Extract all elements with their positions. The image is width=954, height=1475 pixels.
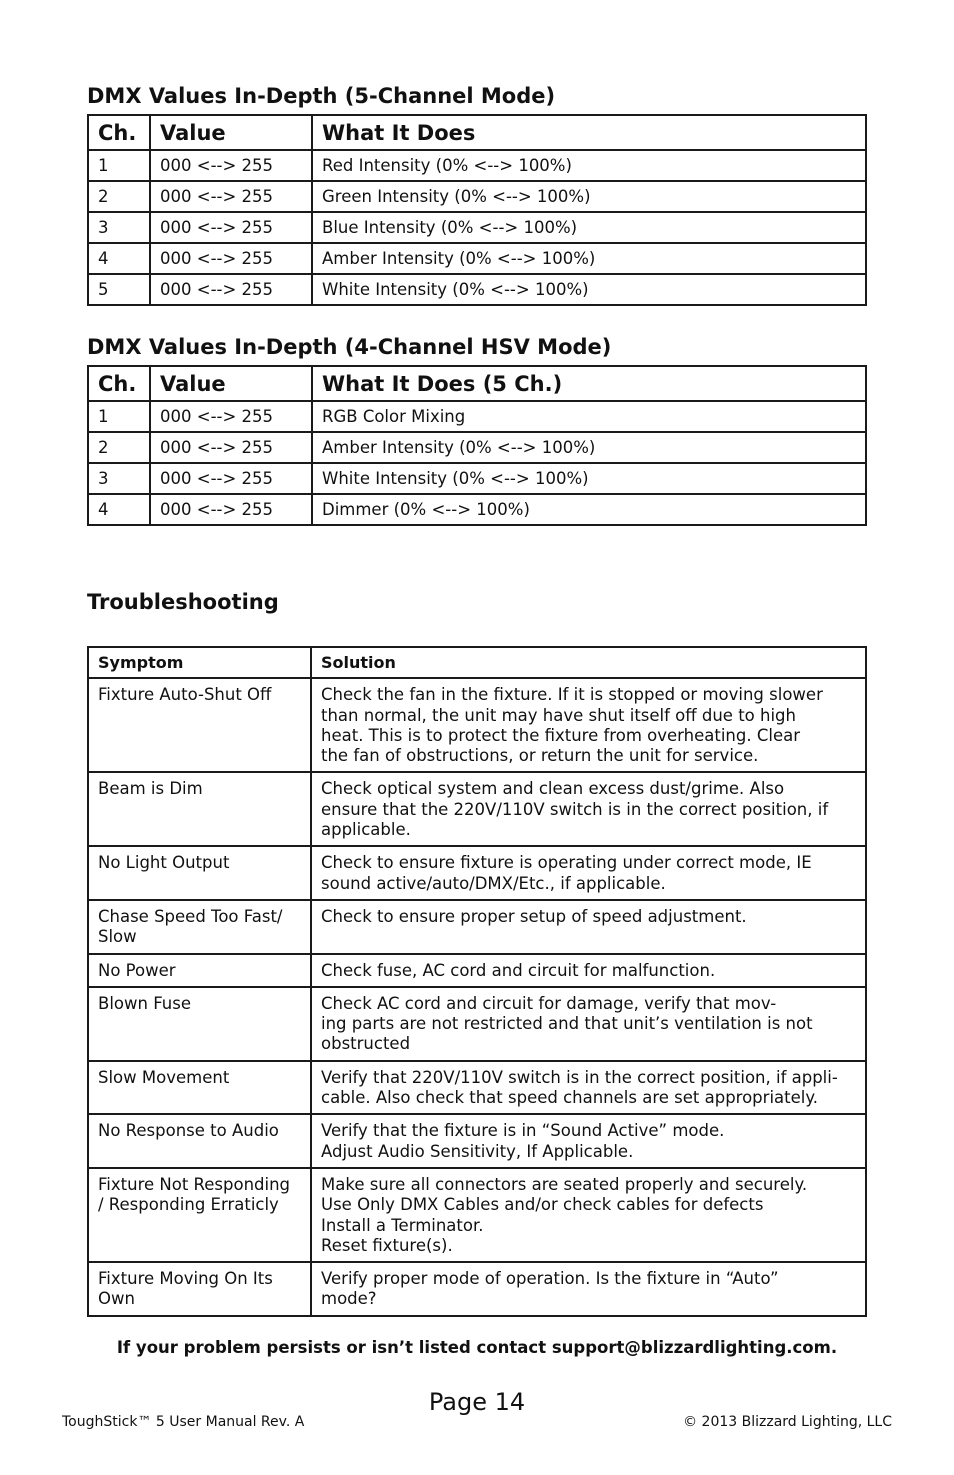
ch-cell: 2 [88, 181, 150, 212]
function-cell: White Intensity (0% <--> 100%) [312, 463, 866, 494]
table-row [88, 1061, 866, 1115]
solution-line: Use Only DMX Cables and/or check cables for defects [321, 1195, 764, 1215]
symptom-cell [88, 1168, 311, 1262]
dmx-hsv-title: DMX Values In-Depth (4-Channel HSV Mode) [87, 335, 612, 359]
function-cell: RGB Color Mixing [312, 401, 866, 432]
solution-line: Check to ensure proper setup of speed adjustment. [321, 906, 747, 926]
solution-line: the fan of obstructions, or return the unit for service. [321, 746, 759, 766]
symptom-line: Fixture Moving On Its [98, 1269, 273, 1289]
function-cell: Amber Intensity (0% <--> 100%) [312, 243, 866, 274]
header-what-it-does: What It Does [312, 115, 866, 150]
symptom-cell [88, 954, 311, 987]
solution-line: Check to ensure fixture is operating under correct mode, IE [321, 853, 812, 873]
dmx-5ch-title: DMX Values In-Depth (5-Channel Mode) [87, 84, 556, 108]
solution-line: Check fuse, AC cord and circuit for malfunction. [321, 960, 716, 980]
solution-line: cable. Also check that speed channels are set appropriately. [321, 1088, 818, 1108]
header-value: Value [150, 366, 312, 401]
table-row [88, 181, 866, 212]
symptom-line: / Responding Erraticly [98, 1195, 279, 1215]
ch-cell: 1 [88, 401, 150, 432]
solution-line: than normal, the unit may have shut itself off due to high [321, 705, 796, 725]
symptom-line: Fixture Not Responding [98, 1174, 291, 1194]
solution-line: mode? [321, 1289, 377, 1309]
ch-cell: 2 [88, 432, 150, 463]
solution-cell [311, 1168, 866, 1262]
table-row [88, 1262, 866, 1316]
support-note: If your problem persists or isn’t listed contact support@blizzardlighting.com. [116, 1338, 838, 1357]
function-cell: White Intensity (0% <--> 100%) [312, 274, 866, 305]
solution-cell [311, 1061, 866, 1115]
solution-line: Install a Terminator. [321, 1215, 484, 1235]
ch-cell: 5 [88, 274, 150, 305]
troubleshooting-table [87, 646, 867, 1317]
function-cell: Blue Intensity (0% <--> 100%) [312, 212, 866, 243]
solution-line: Verify that 220V/110V switch is in the correct position, if appli- [321, 1067, 838, 1087]
symptom-line: Beam is Dim [98, 779, 203, 799]
ch-cell: 3 [88, 463, 150, 494]
table-row [88, 987, 866, 1061]
dmx-hsv-table [87, 365, 867, 526]
value-cell: 000 <--> 255 [150, 181, 312, 212]
ch-cell: 3 [88, 212, 150, 243]
symptom-line: Slow Movement [98, 1067, 230, 1087]
table-row [88, 401, 866, 432]
troubleshooting-title: Troubleshooting [87, 590, 279, 614]
ch-cell: 1 [88, 150, 150, 181]
header-ch: Ch. [88, 366, 150, 401]
value-cell: 000 <--> 255 [150, 463, 312, 494]
solution-line: applicable. [321, 820, 411, 840]
value-cell: 000 <--> 255 [150, 494, 312, 525]
header-solution: Solution [311, 647, 866, 678]
table-header-row [88, 366, 866, 401]
table-row [88, 243, 866, 274]
solution-cell [311, 987, 866, 1061]
table-row [88, 900, 866, 954]
symptom-cell [88, 772, 311, 846]
symptom-line: No Response to Audio [98, 1121, 279, 1141]
symptom-cell [88, 846, 311, 900]
solution-line: obstructed [321, 1034, 411, 1054]
symptom-cell [88, 1114, 311, 1168]
header-symptom: Symptom [88, 647, 311, 678]
solution-line: ensure that the 220V/110V switch is in the correct position, if [321, 799, 829, 819]
value-cell: 000 <--> 255 [150, 274, 312, 305]
solution-line: Check optical system and clean excess dust/grime. Also [321, 779, 785, 799]
function-cell: Red Intensity (0% <--> 100%) [312, 150, 866, 181]
solution-line: sound active/auto/DMX/Etc., if applicable. [321, 873, 666, 893]
function-cell: Green Intensity (0% <--> 100%) [312, 181, 866, 212]
solution-line: Verify proper mode of operation. Is the fixture in “Auto” [321, 1269, 779, 1289]
symptom-line: Blown Fuse [98, 993, 191, 1013]
header-ch: Ch. [88, 115, 150, 150]
symptom-cell [88, 900, 311, 954]
solution-line: heat. This is to protect the fixture from overheating. Clear [321, 725, 800, 745]
function-cell: Amber Intensity (0% <--> 100%) [312, 432, 866, 463]
table-row [88, 846, 866, 900]
solution-line: Make sure all connectors are seated properly and securely. [321, 1174, 808, 1194]
solution-line: Check the fan in the fixture. If it is stopped or moving slower [321, 685, 823, 705]
solution-line: Reset fixture(s). [321, 1235, 453, 1255]
table-row [88, 1168, 866, 1262]
table-row [88, 494, 866, 525]
table-header-row [88, 647, 866, 678]
footer-manual-title: ToughStick™ 5 User Manual Rev. A [62, 1414, 305, 1430]
function-cell: Dimmer (0% <--> 100%) [312, 494, 866, 525]
solution-cell [311, 772, 866, 846]
header-value: Value [150, 115, 312, 150]
symptom-cell [88, 1262, 311, 1316]
dmx-5ch-table [87, 114, 867, 306]
symptom-line: Slow [98, 927, 137, 947]
solution-line: ing parts are not restricted and that unit’s ventilation is not [321, 1014, 813, 1034]
symptom-cell [88, 987, 311, 1061]
symptom-cell [88, 1061, 311, 1115]
table-row [88, 432, 866, 463]
value-cell: 000 <--> 255 [150, 150, 312, 181]
table-row [88, 772, 866, 846]
symptom-line: Own [98, 1289, 135, 1309]
symptom-cell [88, 678, 311, 772]
ch-cell: 4 [88, 243, 150, 274]
table-header-row [88, 115, 866, 150]
solution-cell [311, 678, 866, 772]
solution-cell [311, 1262, 866, 1316]
value-cell: 000 <--> 255 [150, 432, 312, 463]
value-cell: 000 <--> 255 [150, 212, 312, 243]
symptom-line: Chase Speed Too Fast/ [98, 906, 283, 926]
symptom-line: Fixture Auto-Shut Off [98, 685, 272, 705]
solution-cell [311, 900, 866, 954]
header-what-it-does: What It Does (5 Ch.) [312, 366, 866, 401]
footer-copyright: © 2013 Blizzard Lighting, LLC [683, 1414, 892, 1430]
solution-line: Verify that the fixture is in “Sound Active” mode. [321, 1121, 725, 1141]
symptom-line: No Power [98, 960, 176, 980]
solution-line: Adjust Audio Sensitivity, If Applicable. [321, 1141, 634, 1161]
solution-line: Check AC cord and circuit for damage, verify that mov- [321, 993, 777, 1013]
solution-cell [311, 1114, 866, 1168]
ch-cell: 4 [88, 494, 150, 525]
table-row [88, 150, 866, 181]
table-row [88, 954, 866, 987]
value-cell: 000 <--> 255 [150, 401, 312, 432]
table-row [88, 1114, 866, 1168]
value-cell: 000 <--> 255 [150, 243, 312, 274]
table-row [88, 274, 866, 305]
solution-cell [311, 846, 866, 900]
solution-cell [311, 954, 866, 987]
table-row [88, 463, 866, 494]
table-row [88, 212, 866, 243]
symptom-line: No Light Output [98, 853, 230, 873]
table-row [88, 678, 866, 772]
page-number: Page 14 [428, 1388, 526, 1416]
